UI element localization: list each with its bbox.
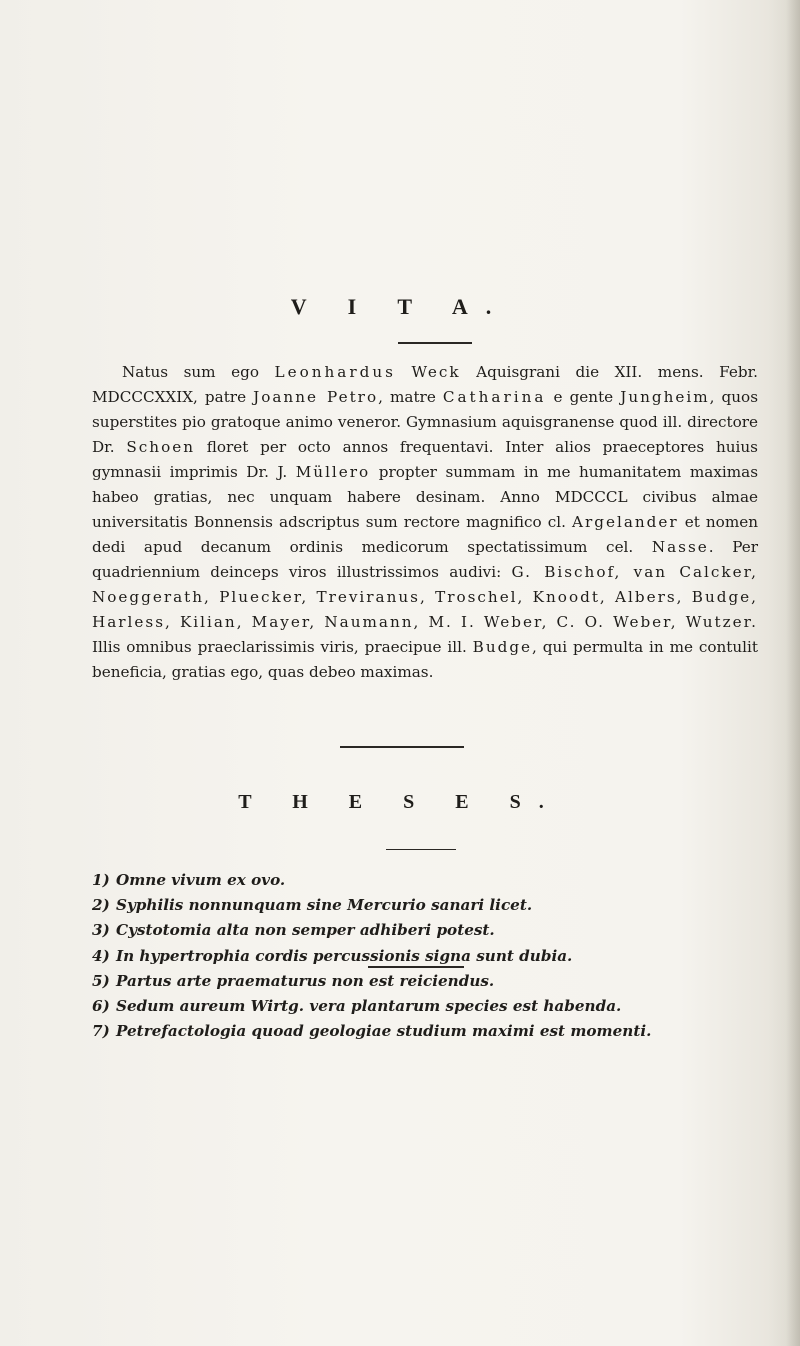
- thesis-number: 2): [92, 896, 110, 915]
- thesis-number: 4): [92, 946, 110, 965]
- vita-text-3: , matre: [378, 388, 443, 406]
- thesis-item: [92, 969, 772, 994]
- vita-paragraph: [92, 360, 758, 685]
- theses-list: [92, 868, 772, 1044]
- thesis-text: In hypertrophia cordis percussionis signa sunt dubia.: [116, 946, 573, 965]
- vita-text-6: floret per octo annos frequentavi. Inter alios praeceptores huius gymnasii imprimis Dr. J.: [92, 438, 758, 481]
- vita-text-7: propter summam in me humanitatem maximas habeo gratias, nec unquam habere desinam. Anno MDCCCL civibus almae universitatis Bonnensis adscriptus sum rectore magnifico cl.: [92, 463, 758, 531]
- vita-text-9: . Per quadriennium deinceps viros illustrissimos audivi:: [92, 538, 758, 581]
- vita-text-1: Natus sum ego: [122, 363, 275, 381]
- name-weck: Weck: [411, 363, 461, 381]
- vita-text-5: , quos superstites pio gratoque animo veneror. Gymnasium aquisgranense quod ill. directore Dr.: [92, 388, 758, 456]
- name-catharina: Catharina: [442, 388, 547, 406]
- theses-heading: T H E S E S.: [238, 791, 562, 813]
- thesis-item: [92, 868, 772, 893]
- thesis-item: [92, 994, 772, 1019]
- thesis-item: [92, 893, 772, 918]
- thesis-number: 1): [92, 871, 110, 889]
- vita-text-8: et nomen dedi apud decanum ordinis medicorum spectatissimum cel.: [92, 513, 758, 556]
- thesis-text: Partus arte praematurus non est reiciendus.: [116, 971, 495, 990]
- name-schoen: Schoen: [126, 438, 195, 456]
- thesis-text: Sedum aureum Wirtg. vera plantarum species est habenda.: [116, 996, 622, 1015]
- vita-text-10: Illis omnibus praeclarissimis viris, praecipue ill.: [92, 638, 473, 656]
- thesis-item: [92, 1019, 772, 1044]
- name-leonhardus: Leonhardus: [274, 363, 396, 381]
- theses-heading-rule: [386, 849, 456, 850]
- vita-heading-rule: [398, 342, 472, 344]
- thesis-text: Omne vivum ex ovo.: [116, 871, 286, 889]
- vita-text-4: e gente: [546, 388, 621, 406]
- vita-text-2: Aquisgrani die XII. mens. Febr. MDCCCXXIX, patre: [92, 363, 758, 406]
- thesis-number: 3): [92, 921, 110, 940]
- name-joanne-petro: Joanne Petro: [253, 388, 379, 406]
- name-budge: Budge: [472, 638, 533, 656]
- thesis-text: Cystotomia alta non semper adhiberi potest.: [116, 921, 495, 940]
- thesis-item: [92, 918, 772, 943]
- name-muellero: Müllero: [295, 463, 371, 481]
- name-argelander: Argelander: [572, 513, 679, 531]
- thesis-text: Syphilis nonnunquam sine Mercurio sanari licet.: [116, 896, 533, 915]
- professors-list: G. Bischof, van Calcker, Noeggerath, Pluecker, Treviranus, Troschel, Knoodt, Albers, Budge, Harless, Kilian, Mayer, Naumann, M. I. Weber, C. O. Weber, Wutzer.: [92, 563, 758, 631]
- vita-heading: V I T A.: [290, 294, 510, 319]
- name-nasse: Nasse: [651, 538, 709, 556]
- thesis-number: 7): [92, 1022, 110, 1041]
- thesis-number: 6): [92, 996, 110, 1015]
- thesis-number: 5): [92, 971, 110, 990]
- name-jungheim: Jungheim: [620, 388, 710, 406]
- thesis-item: [92, 944, 772, 969]
- page-edge-shadow: [786, 0, 800, 1346]
- thesis-text: Petrefactologia quoad geologiae studium maximi est momenti.: [116, 1022, 652, 1041]
- vita-text-11: , qui permulta in me contulit beneficia, gratias ego, quas debeo maximas.: [92, 638, 758, 681]
- section-divider-rule: [340, 746, 464, 748]
- closing-rule: [368, 966, 464, 968]
